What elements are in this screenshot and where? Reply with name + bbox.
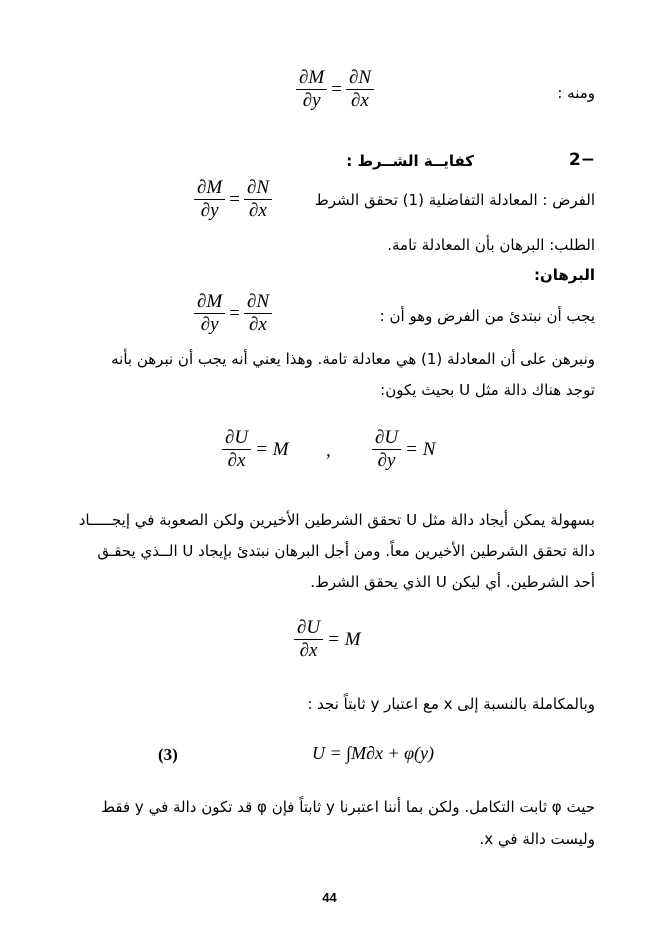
proof-heading: البرهان: xyxy=(533,266,595,284)
fraction-dM-dy: $\frac{\partial M}{\partial y}$ xyxy=(296,68,327,111)
prove-line-2: توجد هناك دالة مثل U بحيث يكون: xyxy=(380,381,595,399)
prove-line-1: ونبرهن على أن المعادلة (1) هي معادلة تامة. وهذا يعني أنه يجب أن نبرهن بأنه xyxy=(111,350,595,368)
equation-hypothesis: $\frac{\partial M}{\partial y}$ = $\frac{\partial N}{\partial x}$ xyxy=(194,178,272,221)
integrate-text: وبالمكاملة بالنسبة إلى x مع اعتبار y ثابتاً نجد : xyxy=(307,695,595,713)
hypothesis-text: الفرض : المعادلة التفاضلية (1) تحقق الشرط xyxy=(314,191,595,209)
start-text: يجب أن نبتدئ من الفرض وهو أن : xyxy=(379,307,595,325)
equation-comma: , xyxy=(326,440,331,461)
final-line-1: حيث φ ثابت التكامل. ولكن بما أننا اعتبرنا y ثابتاً فإن φ قد تكون دالة في y فقط xyxy=(101,798,595,816)
fraction-dN-dx: $\frac{\partial N}{\partial x}$ xyxy=(346,68,374,111)
section-title: كفايــة الشــرط : xyxy=(346,152,474,170)
equation-Uy-N: $\frac{\partial U}{\partial y}$ = N xyxy=(372,428,439,471)
equation-exactness-1: $\frac{\partial M}{\partial y}$ = $\frac{\partial N}{\partial x}$ xyxy=(296,68,374,111)
page-number: 44 xyxy=(322,890,337,905)
equation-3: U = ∫M∂x + φ(y) xyxy=(312,743,435,763)
final-line-2: وليست دالة في x. xyxy=(479,830,595,848)
equation-start: $\frac{\partial M}{\partial y}$ = $\frac{\partial N}{\partial x}$ xyxy=(194,292,272,335)
label-wamenhu: ومنه : xyxy=(557,84,595,102)
equation-Ux-equals-M: $\frac{\partial U}{\partial x}$ = M xyxy=(294,618,365,661)
paragraph-2-line-2: دالة تحقق الشرطين الأخيرين معاً. ومن أجل البرهان نبتدئ بإيجاد U الــذي يحقـق xyxy=(97,542,595,560)
equation-Ux-M: $\frac{\partial U}{\partial x}$ = M xyxy=(222,428,293,471)
equation-number-3: (3) xyxy=(158,745,178,764)
paragraph-2-line-3: أحد الشرطين. أي ليكن U الذي يحقق الشرط. xyxy=(310,573,595,591)
section-number: −2 xyxy=(568,150,595,170)
paragraph-2-line-1: بسهولة يمكن أيجاد دالة مثل U تحقق الشرطين الأخيرين ولكن الصعوبة في إيجـــــاد xyxy=(78,511,595,529)
required-text: الطلب: البرهان بأن المعادلة تامة. xyxy=(387,236,595,254)
